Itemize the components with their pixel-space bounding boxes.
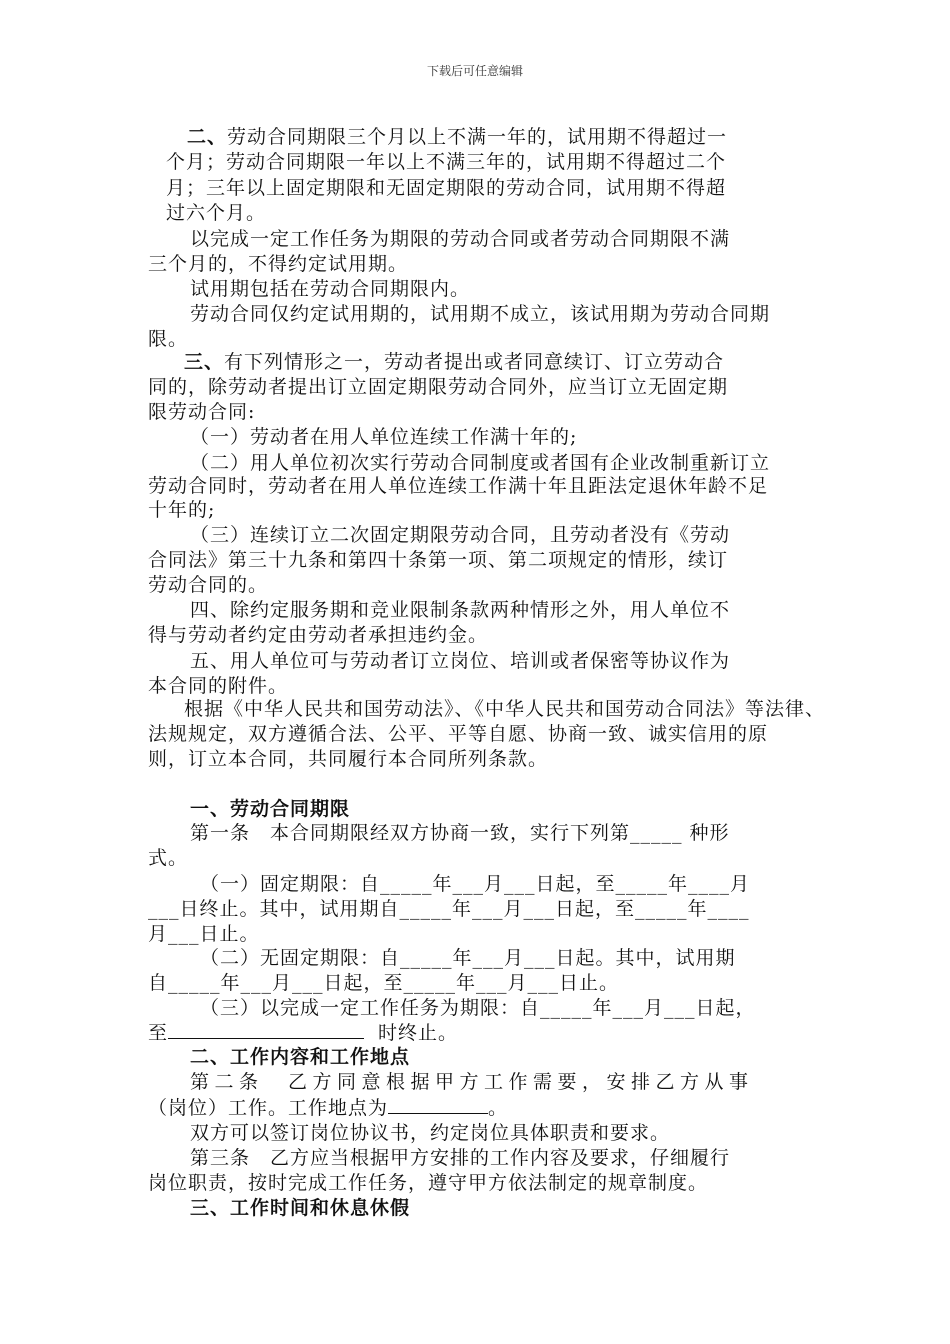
para-line: 第三条 乙方应当根据甲方安排的工作内容及要求，仔细履行: [190, 1147, 731, 1169]
para-line: 四、除约定服务期和竞业限制条款两种情形之外，用人单位不: [190, 599, 731, 621]
para-line: （一）固定期限：自_____年___月___日起，至_____年____月: [200, 873, 751, 895]
para-line: 过六个月。: [166, 202, 267, 224]
section-heading: 二、工作内容和工作地点: [190, 1046, 411, 1068]
para-line: （二）无固定期限：自_____年___月___日起。其中，试用期: [200, 947, 736, 969]
section-heading: 一、劳动合同期限: [190, 798, 351, 820]
para-line: 个月；劳动合同期限一年以上不满三年的，试用期不得超过二个: [166, 151, 727, 173]
para-line: （三）以完成一定工作任务为期限：自_____年___月___日起，: [200, 997, 756, 1019]
para-line: 二、劳动合同期限三个月以上不满一年的，试用期不得超过一: [187, 126, 728, 148]
para-line: （三）连续订立二次固定期限劳动合同，且劳动者没有《劳动: [190, 524, 731, 546]
para-line: 则，订立本合同，共同履行本合同所列条款。: [148, 748, 549, 770]
para-line: 法规规定，双方遵循合法、公平、平等自愿、协商一致、诚实信用的原: [148, 723, 769, 745]
section-heading: 三、工作时间和休息休假: [190, 1197, 411, 1219]
para-line: 自_____年___月___日起，至_____年___月___日止。: [148, 972, 620, 994]
para-line: 第二条 乙方同意根据甲方工作需要，安排乙方从事: [190, 1071, 754, 1093]
para-line: 同的，除劳动者提出订立固定期限劳动合同外，应当订立无固定期: [148, 376, 729, 398]
para-line: 劳动合同仅约定试用期的，试用期不成立，该试用期为劳动合同期: [190, 303, 771, 325]
para-line: 劳动合同时，劳动者在用人单位连续工作满十年且距法定退休年龄不足: [148, 475, 769, 497]
para-line: 合同法》第三十九条和第四十条第一项、第二项规定的情形，续订: [148, 549, 729, 571]
para-line: 限劳动合同:: [148, 401, 256, 423]
para-line: 双方可以签订岗位协议书，约定岗位具体职责和要求。: [190, 1122, 671, 1144]
para-line: 本合同的附件。: [148, 675, 289, 697]
para-line: 限。: [148, 328, 189, 350]
para-line: 根据《中华人民共和国劳动法》、《中华人民共和国劳动合同法》等法律、: [184, 698, 826, 720]
para-line: 第一条 本合同期限经双方协商一致，实行下列第_____ 种形: [190, 822, 730, 844]
page-header: 下载后可任意编辑: [426, 64, 523, 78]
para-line: （岗位）工作。工作地点为 。: [148, 1097, 509, 1119]
para-line: 试用期包括在劳动合同期限内。: [190, 278, 471, 300]
para-line: （二）用人单位初次实行劳动合同制度或者国有企业改制重新订立: [190, 452, 771, 474]
para-line: 得与劳动者约定由劳动者承担违约金。: [148, 624, 489, 646]
para-line: 月；三年以上固定期限和无固定期限的劳动合同，试用期不得超: [166, 177, 727, 199]
para-line: 月___日止。: [148, 923, 260, 945]
para-line: 岗位职责，按时完成工作任务，遵守甲方依法制定的规章制度。: [148, 1172, 709, 1194]
para-line: 劳动合同的。: [148, 574, 269, 596]
para-line: 至 时终止。: [148, 1022, 459, 1044]
para-line: 十年的;: [148, 499, 216, 521]
para-line: 三个月的，不得约定试用期。: [148, 253, 409, 275]
para-line: ___日终止。其中，试用期自_____年___月___日起，至_____年____: [148, 898, 750, 920]
para-line: 五、用人单位可与劳动者订立岗位、培训或者保密等协议作为: [190, 650, 731, 672]
para-line: （一）劳动者在用人单位连续工作满十年的;: [190, 426, 578, 448]
para-line: 式。: [148, 847, 189, 869]
para-line: 以完成一定工作任务为期限的劳动合同或者劳动合同期限不满: [190, 228, 731, 250]
para-line: 三、有下列情形之一，劳动者提出或者同意续订、订立劳动合: [184, 351, 725, 373]
blank-underline: [168, 1020, 364, 1039]
blank-underline: [388, 1095, 488, 1114]
